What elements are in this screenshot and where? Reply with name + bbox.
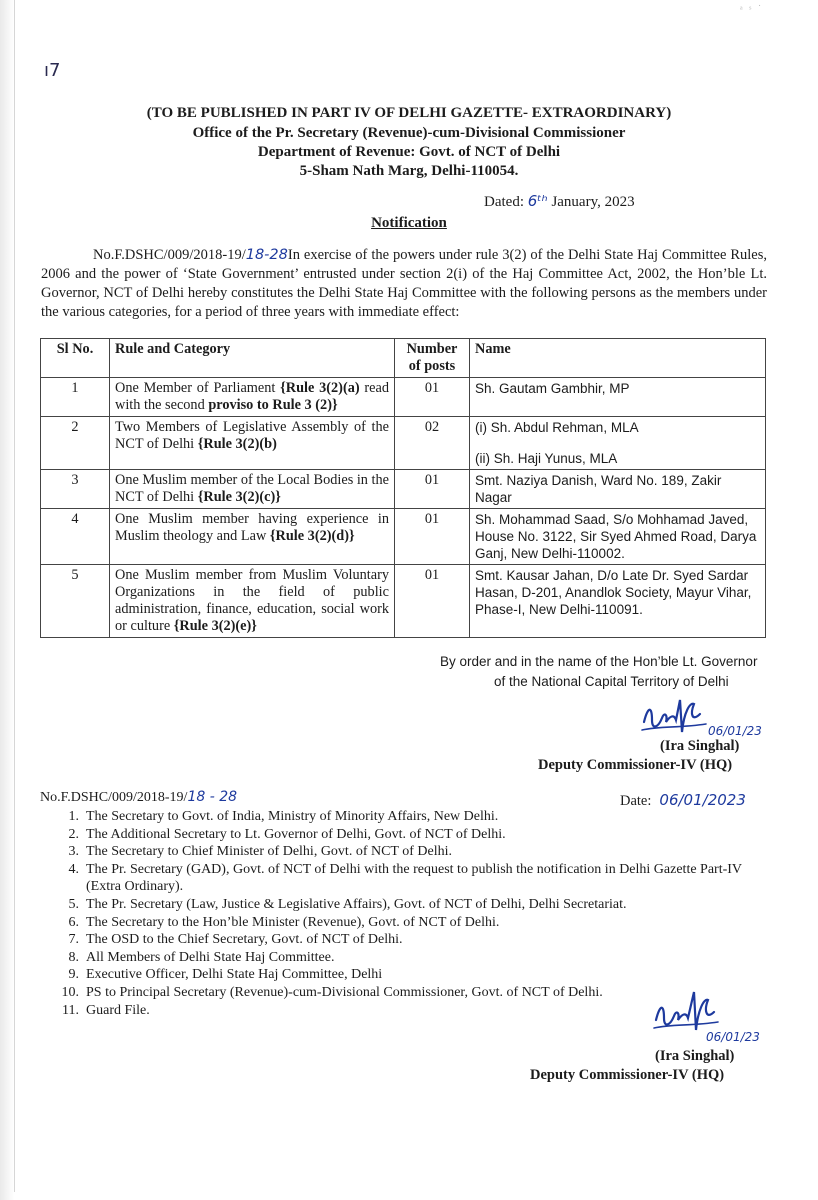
row-posts: 01: [395, 378, 470, 417]
row-sl: 3: [41, 470, 110, 509]
member-name: Smt. Kausar Jahan, D/o Late Dr. Syed Sardar Hasan, D-201, Anandlok Society, Mayur Vihar, Phase-I, New Delhi-110091.: [475, 568, 752, 617]
list-item: 11. Guard File.: [62, 1002, 150, 1018]
rule-ref-2: proviso to Rule 3 (2)}: [208, 397, 338, 413]
row-rule: [110, 509, 395, 565]
rule-ref: {Rule 3(2)(a): [280, 380, 360, 396]
header-number-of-posts: Number of posts: [395, 339, 470, 378]
notification-ref-no: No.F.DSHC/009/2018-19/: [93, 247, 246, 263]
table-row: [41, 509, 766, 565]
rule-text: One Member of Parliament: [115, 380, 281, 396]
dated-day-handwritten: 6ᵗʰ: [527, 192, 548, 210]
list-item: 9. Executive Officer, Delhi State Haj Committee, Delhi: [68, 967, 383, 983]
rule-text-2: read with the second: [115, 380, 389, 413]
notification-ref-handwritten: 18-28: [245, 247, 288, 263]
notification-text: In exercise of the powers under rule 3(2) of the Delhi State Haj Committee Rules, 2006 and the power of ‘State Government’ entrusted under section 2(i) of the Haj Committee Act, 2002, the Hon’ble Lt. Governor, NCT of Delhi hereby constitutes the Delhi State Haj Committee with the following persons as the members under the various categories, for a period of three years with immediate effect:: [41, 247, 767, 320]
list-item: 7. The OSD to the Chief Secretary, Govt. of NCT of Delhi.: [68, 932, 403, 948]
list-item: 4. The Pr. Secretary (GAD), Govt. of NCT of Delhi with the request to publish the notification in Delhi Gazette Part-IV (Extra Ordinary).: [68, 861, 742, 895]
table-row: [41, 470, 766, 509]
address-heading: 5-Sham Nath Marg, Delhi-110054.: [299, 163, 519, 179]
list-item: 5. The Pr. Secretary (Law, Justice & Legislative Affairs), Govt. of NCT of Delhi, Delhi Secretariat.: [68, 896, 627, 912]
rule-ref: {Rule 3(2)(e)}: [173, 618, 257, 634]
list-item-text: The Pr. Secretary (Law, Justice & Legislative Affairs), Govt. of NCT of Delhi, Delhi Secretariat.: [86, 896, 627, 912]
officer-name: (Ira Singhal): [660, 738, 740, 754]
department-heading: Department of Revenue: Govt. of NCT of Delhi: [257, 144, 561, 160]
dated-line: [484, 192, 635, 211]
list-item-text: PS to Principal Secretary (Revenue)-cum-Divisional Commissioner, Govt. of NCT of Delhi.: [86, 984, 603, 1000]
signature-scribble: [640, 692, 710, 743]
gazette-heading: (TO BE PUBLISHED IN PART IV OF DELHI GAZETTE- EXTRAORDINARY): [146, 105, 672, 121]
list-item: 10. PS to Principal Secretary (Revenue)-cum-Divisional Commissioner, Govt. of NCT of Delhi.: [61, 984, 603, 1000]
member-name: Sh. Mohammad Saad, S/o Mohhamad Javed, House No. 3122, Sir Syed Ahmed Road, Darya Ganj, New Delhi-110002.: [475, 512, 757, 561]
office-heading: Office of the Pr. Secretary (Revenue)-cum-Divisional Commissioner: [192, 125, 626, 141]
list-item-text: All Members of Delhi State Haj Committee.: [86, 949, 335, 965]
member-name: (i) Sh. Abdul Rehman, MLA: [475, 420, 639, 435]
list-item: 8. All Members of Delhi State Haj Committee.: [68, 949, 335, 965]
row-posts: 01: [395, 470, 470, 509]
list-item-text: Executive Officer, Delhi State Haj Committee, Delhi: [86, 967, 383, 983]
notification-body: [41, 246, 767, 322]
row-sl: 5: [41, 565, 110, 638]
row-rule: [110, 470, 395, 509]
officer-name-2: (Ira Singhal): [655, 1048, 735, 1064]
officer-designation: Deputy Commissioner-IV (HQ): [538, 757, 733, 773]
rule-text: One Muslim member having experience in Muslim theology and Law: [115, 511, 389, 544]
row-name: [470, 509, 766, 565]
by-order-block: [440, 652, 760, 692]
row-rule: [110, 565, 395, 638]
distribution-ref-prefix: No.F.DSHC/009/2018-19/: [40, 790, 188, 805]
signature-date-2: 06/01/23: [706, 1030, 760, 1044]
row-sl: 4: [41, 509, 110, 565]
member-name-2: (ii) Sh. Haji Yunus, MLA: [475, 451, 618, 466]
distribution-ref-no: [40, 789, 237, 806]
row-name: [470, 470, 766, 509]
dated-label: Dated:: [484, 194, 524, 210]
header-name: Name: [470, 339, 766, 378]
rule-text: One Muslim member of the Local Bodies in the NCT of Delhi: [115, 472, 389, 505]
member-name: Smt. Naziya Danish, Ward No. 189, Zakir Nagar: [475, 473, 722, 505]
officer-designation-2: Deputy Commissioner-IV (HQ): [530, 1067, 725, 1083]
row-name: [470, 565, 766, 638]
by-order-line-2: of the National Capital Territory of Delhi: [494, 674, 729, 689]
notification-title: Notification: [371, 215, 447, 231]
list-item-text: The Secretary to the Hon’ble Minister (Revenue), Govt. of NCT of Delhi.: [86, 914, 500, 930]
row-posts: 01: [395, 509, 470, 565]
rule-text: Two Members of Legislative Assembly of the NCT of Delhi: [115, 419, 389, 452]
members-table: [40, 338, 766, 638]
distribution-date-handwritten: 06/01/2023: [659, 791, 746, 809]
list-item-text: The Additional Secretary to Lt. Governor of Delhi, Govt. of NCT of Delhi.: [86, 826, 506, 842]
distribution-ref-handwritten: 18 - 28: [187, 789, 238, 805]
list-item: 1. The Secretary to Govt. of India, Ministry of Minority Affairs, New Delhi.: [68, 809, 499, 824]
rule-ref: {Rule 3(2)(c)}: [197, 489, 281, 505]
table-row: [41, 565, 766, 638]
row-sl: 2: [41, 417, 110, 470]
list-item-text: The OSD to the Chief Secretary, Govt. of NCT of Delhi.: [86, 932, 403, 948]
row-name: [470, 417, 766, 470]
list-item-text: The Secretary to Chief Minister of Delhi, Govt. of NCT of Delhi.: [86, 844, 452, 860]
distribution-date-label: Date:: [620, 793, 652, 809]
member-name: Sh. Gautam Gambhir, MP: [475, 381, 630, 396]
header-rule: Rule and Category: [110, 339, 395, 378]
list-item-text: The Secretary to Govt. of India, Ministry of Minority Affairs, New Delhi.: [86, 809, 499, 824]
row-posts: 01: [395, 565, 470, 638]
list-item: 2. The Additional Secretary to Lt. Governor of Delhi, Govt. of NCT of Delhi.: [68, 826, 506, 842]
list-item-text: Guard File.: [86, 1002, 150, 1018]
corner-handwritten-mark: ı7: [44, 60, 61, 81]
row-rule: [110, 417, 395, 470]
members-table-header: [41, 339, 766, 378]
list-item: 3. The Secretary to Chief Minister of Delhi, Govt. of NCT of Delhi.: [68, 844, 452, 860]
list-item: 6. The Secretary to the Hon’ble Minister (Revenue), Govt. of NCT of Delhi.: [68, 914, 500, 930]
dated-month-year: January, 2023: [551, 194, 635, 210]
row-sl: 1: [41, 378, 110, 417]
rule-ref: {Rule 3(2)(d)}: [269, 528, 355, 544]
row-name: [470, 378, 766, 417]
rule-text: One Muslim member from Muslim Voluntary Organizations in the field of public administration, finance, education, social work or culture: [115, 567, 389, 634]
top-faint-mark: ᵃ ˢ ˙: [740, 4, 764, 15]
row-rule: [110, 378, 395, 417]
row-posts: 02: [395, 417, 470, 470]
table-row: [41, 417, 766, 470]
list-item-text: The Pr. Secretary (GAD), Govt. of NCT of Delhi with the request to publish the notification in Delhi Gazette Part-IV (Extra Ordinary).: [86, 861, 742, 895]
signature-date: 06/01/23: [708, 724, 762, 738]
rule-ref: {Rule 3(2)(b): [197, 436, 277, 452]
table-row: [41, 378, 766, 417]
header-sl: Sl No.: [41, 339, 110, 378]
by-order-line-1: By order and in the name of the Hon’ble Lt. Governor: [440, 654, 758, 669]
